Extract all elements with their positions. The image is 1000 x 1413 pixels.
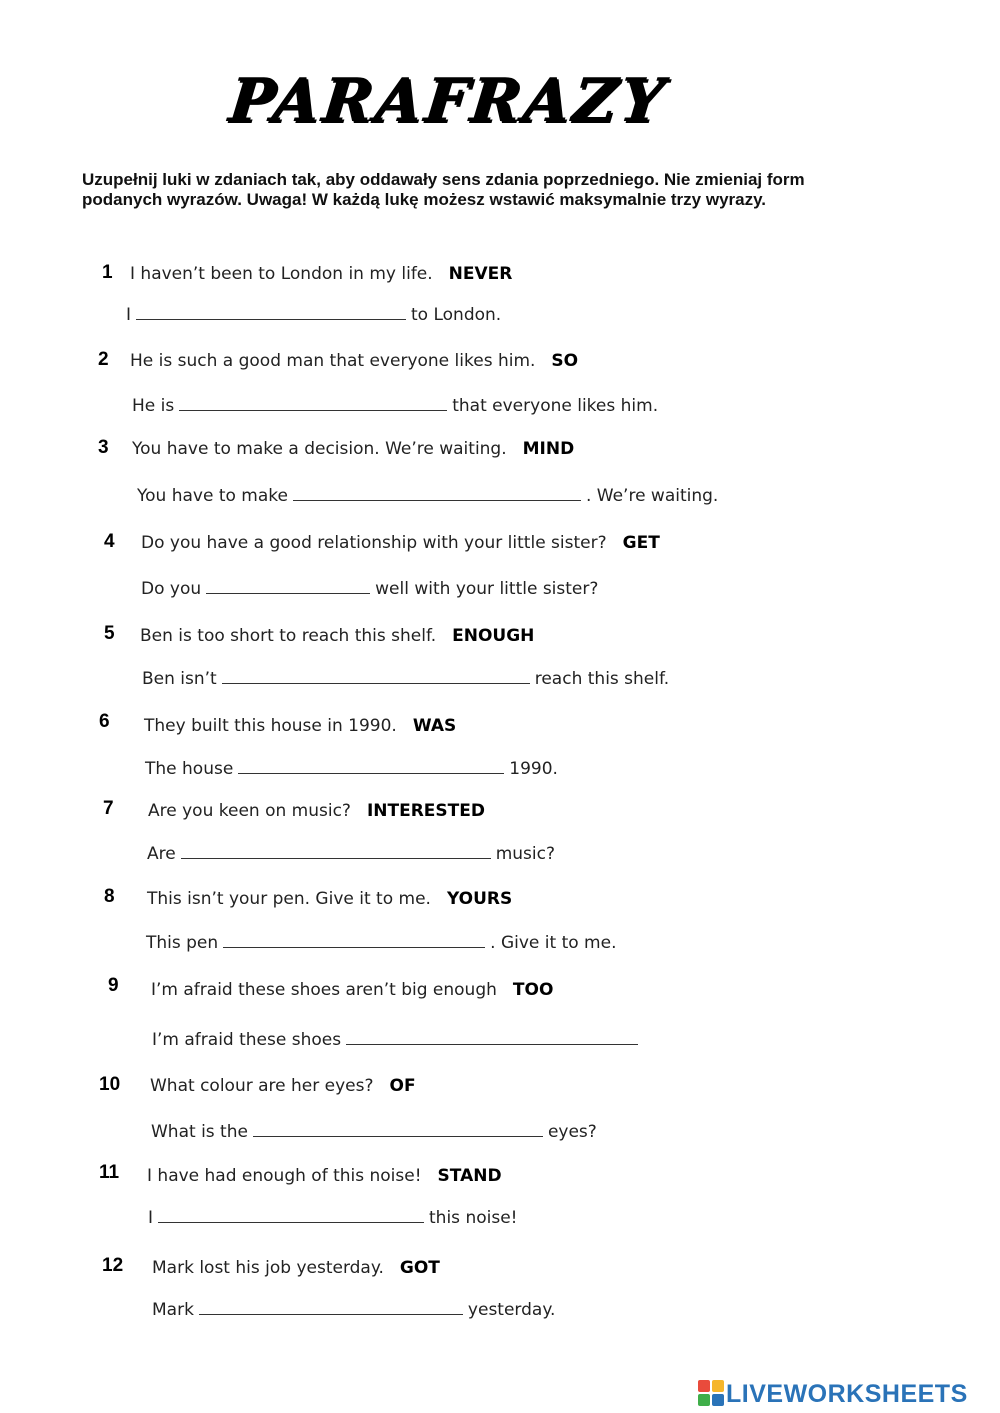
prefix-text: The house (145, 759, 234, 779)
suffix-text: . We’re waiting. (585, 486, 719, 506)
paraphrase-line (137, 484, 718, 507)
keyword: INTERESTED (366, 801, 485, 821)
sentence-text: This isn’t your pen. Give it to me. (147, 889, 431, 909)
item-number: 6 (99, 711, 110, 732)
prefix-text: What is the (151, 1122, 248, 1142)
paraphrase-line (126, 303, 501, 326)
answer-blank[interactable] (253, 1120, 543, 1137)
instructions: Uzupełnij luki w zdaniach tak, aby oddawały sens zdania poprzedniego. Nie zmieniaj form podanych wyrazów. Uwaga! W każdą lukę możesz wstawić maksymalnie trzy wyrazy. (82, 170, 805, 209)
answer-blank[interactable] (222, 667, 530, 684)
sentence-text: He is such a good man that everyone likes him. (130, 351, 536, 371)
sentence-text: What colour are her eyes? (150, 1076, 374, 1096)
answer-blank[interactable] (158, 1206, 424, 1223)
item-number: 4 (104, 531, 115, 552)
answer-blank[interactable] (223, 931, 485, 948)
item-number: 3 (98, 437, 109, 458)
prefix-text: Ben isn’t (142, 669, 217, 689)
sentence-text: I haven’t been to London in my life. (130, 264, 433, 284)
suffix-text: 1990. (509, 759, 558, 779)
original-sentence (152, 1257, 440, 1279)
original-sentence (130, 263, 512, 285)
paraphrase-line (132, 394, 658, 417)
paraphrase-line (145, 757, 558, 780)
keyword: GOT (399, 1258, 440, 1278)
item-number: 7 (103, 798, 114, 819)
prefix-text: You have to make (137, 486, 288, 506)
paraphrase-line (152, 1028, 643, 1051)
answer-blank[interactable] (206, 577, 370, 594)
answer-blank[interactable] (238, 757, 504, 774)
item-number: 10 (99, 1074, 121, 1095)
prefix-text: He is (132, 396, 175, 416)
suffix-text: music? (495, 844, 556, 864)
original-sentence (147, 1165, 502, 1187)
item-number: 5 (104, 623, 115, 644)
item-number: 9 (108, 975, 119, 996)
item-number: 12 (102, 1255, 124, 1276)
keyword: NEVER (448, 264, 513, 284)
sentence-text: Ben is too short to reach this shelf. (140, 626, 437, 646)
suffix-text: reach this shelf. (534, 669, 670, 689)
paraphrase-line (141, 577, 598, 600)
keyword: WAS (412, 716, 457, 736)
prefix-text: Mark (152, 1300, 194, 1320)
answer-blank[interactable] (199, 1298, 463, 1315)
sentence-text: You have to make a decision. We’re waiting. (132, 439, 507, 459)
keyword: TOO (512, 980, 554, 1000)
sentence-text: Mark lost his job yesterday. (152, 1258, 384, 1278)
answer-blank[interactable] (181, 842, 491, 859)
paraphrase-line (142, 667, 669, 690)
paraphrase-line (146, 931, 617, 954)
keyword: YOURS (446, 889, 513, 909)
paraphrase-line (152, 1298, 555, 1321)
paraphrase-line (147, 842, 555, 865)
sentence-text: I have had enough of this noise! (147, 1166, 422, 1186)
answer-blank[interactable] (179, 394, 447, 411)
original-sentence (130, 350, 578, 372)
item-number: 11 (99, 1162, 120, 1183)
answer-blank[interactable] (346, 1028, 638, 1045)
brand-text: LIVEWORKSHEETS (726, 1380, 968, 1408)
item-number: 2 (98, 349, 109, 370)
prefix-text: Do you (141, 579, 202, 599)
keyword: ENOUGH (452, 626, 535, 646)
keyword: OF (389, 1076, 416, 1096)
suffix-text: that everyone likes him. (452, 396, 659, 416)
page-title: PARAFRAZY (225, 66, 670, 136)
suffix-text: to London. (411, 305, 502, 325)
prefix-text: I (126, 305, 132, 325)
original-sentence (132, 438, 574, 460)
sentence-text: I’m afraid these shoes aren’t big enough (151, 980, 497, 1000)
original-sentence (144, 715, 456, 737)
original-sentence (150, 1075, 416, 1097)
keyword: SO (551, 351, 579, 371)
original-sentence (148, 800, 485, 822)
sentence-text: Are you keen on music? (148, 801, 351, 821)
paraphrase-line (148, 1206, 517, 1229)
item-number: 1 (102, 262, 113, 283)
answer-blank[interactable] (136, 303, 406, 320)
paraphrase-line (151, 1120, 597, 1143)
suffix-text: . Give it to me. (490, 933, 617, 953)
keyword: MIND (522, 439, 575, 459)
prefix-text: I’m afraid these shoes (152, 1030, 342, 1050)
suffix-text: well with your little sister? (375, 579, 599, 599)
original-sentence (147, 888, 512, 910)
liveworksheets-logo-icon (698, 1380, 724, 1406)
sentence-text: They built this house in 1990. (144, 716, 397, 736)
original-sentence (141, 532, 660, 554)
original-sentence (140, 625, 534, 647)
prefix-text: Are (147, 844, 176, 864)
suffix-text: yesterday. (467, 1300, 556, 1320)
original-sentence (151, 979, 553, 1001)
liveworksheets-brand[interactable] (698, 1380, 968, 1408)
keyword: GET (622, 533, 660, 553)
answer-blank[interactable] (293, 484, 581, 501)
prefix-text: This pen (146, 933, 219, 953)
sentence-text: Do you have a good relationship with your little sister? (141, 533, 607, 553)
prefix-text: I (148, 1208, 154, 1228)
item-number: 8 (104, 886, 115, 907)
suffix-text: this noise! (429, 1208, 518, 1228)
suffix-text: eyes? (547, 1122, 597, 1142)
keyword: STAND (437, 1166, 502, 1186)
